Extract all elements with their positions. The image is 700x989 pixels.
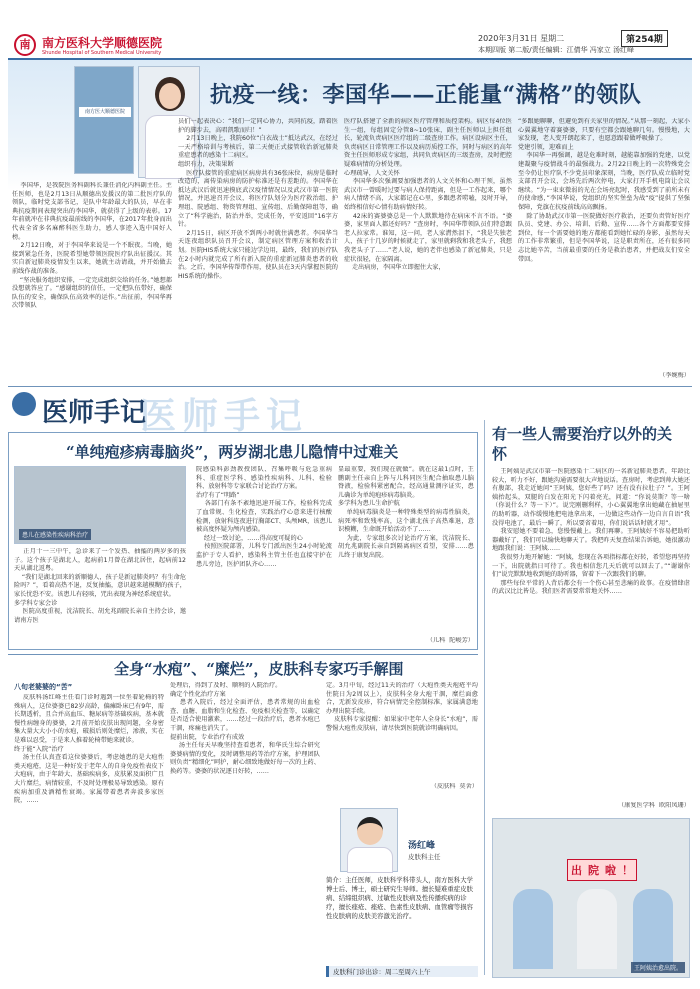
story3-headline: 有一些人需要治疗以外的关怀	[492, 425, 673, 463]
story4-col2: 处理后，得到了及时、顺利的入院治疗。 确定个性化治疗方案 患者入院后，经过全面评估，患者常规的出血检查、血糖、血脂和生化检查、免疫相关检查等，以确定是否适合使用激素，……经过一段治疗后，患者水疱已干涸，疼痛也消失了。 提前出院，专业治疗有成效 汤主任每天早晚坚持查看患者，和华氏生综合研究婆婆病情的变化，及时调整用药等治疗方案，护理团队则负责“精细化”呵护，耐心细致地做好每一次的上药、换药等。婆婆的状况逐日好转，……	[170, 682, 320, 775]
banner-char: 院	[588, 864, 599, 877]
column-divider	[484, 420, 485, 975]
story3-byline: （康复医学科 欧阳凤珊）	[618, 802, 690, 809]
story4-rule	[8, 654, 478, 655]
story3-photo	[492, 818, 690, 978]
story2-headline: “单纯疱疹病毒脑炎”，两岁湖北患儿隐情中过难关	[66, 443, 399, 461]
story2-col2: 院感染科彭劲教授团队、召集呼吸与危急重病科、重症医学科、感染性疾病科、儿科、检验科、放射科等专家联合讨论治疗方案。 治疗有了“明路” 各部门有条不紊地迅速开展工作，检验科完成了血常规、生化检查，实践治疗心意来进行核酸检测，放射科连夜进行胸部CT、头颅MR，该患儿被高度怀疑为颅内感染。 经过一致讨论，……得高度可疑的心 按照医院部署，儿科专门派出医生24小时轮流监护于专人看护，感染科主管主任也直接守护在患儿旁边，医护团队齐心……	[196, 466, 332, 568]
banner-char: 出	[571, 864, 582, 877]
story2-photo-caption: 患儿在感染性疾病科治疗	[19, 529, 91, 540]
paper-name: 南方医科大学顺德医院	[42, 36, 163, 50]
section-bg-title: 医师手记	[140, 395, 309, 437]
story3-body: 王阿姨是武汉市第一医院感染十二病区的一名新冠肺炎患者，年龄比较大，听力不好，跟她沟通需要很大声地说话。查房时，考虑到帅大她还有腹部，我走近她问“王阿姨，您好些了吗？还有没有拉肚子？”。王阿姨抬起头，双腿的白发在阳光下闪着亮光，问道：“你说莫斯？等一啥（你说什么？等一下）”。说完刚删利样，小心翼翼地拿出她藏在抽屉里的助听器，动作缓慢地把电池拿出来，一边做这些动作一边自言自语“我没得电池了，最后一瞬了，所以要省着用，你们说话话时就才用”。 我安慰她不要着急，您慢慢戴上。我们再聊。王阿姨好不容易把助听器戴好了，我们可以愉快地聊天了。我把昨天复查结果告诉她，她很激动地跟我们说：王阿姨…… 我很努力地开解她：“阿姨，您现在各项指标都在好转，希望您再坚持一下，出院就指日可待了。我也相信您几天后就可以回去了。”“谢谢你们”说完默默地收到她的助听器，留着下一次跟我们的聊。 那些每位平常的人背后都会有一个伤心甚至悲痛的故事。在疫情肆虐的武汉比比皆是。我们医者需要常常地关怀……	[492, 468, 690, 596]
banner-char: 啦	[605, 864, 616, 877]
paper-subtitle: Shunde Hospital of Southern Medical University	[42, 50, 162, 56]
story1-headline: 抗疫一线：李国华——正能量“满格”的领队	[210, 82, 642, 108]
story4-byline: （皮肤科 莫舍）	[430, 783, 478, 790]
edit-credits: 本期四版 第二版/责任编辑：江倩华 冯家立 汤红峰	[478, 46, 635, 54]
story2-photo	[14, 466, 186, 544]
story1-col3: 医疗队搭建了全新的病区医疗管理和质控架构。病区每4位医生一组，每组固定分管8~10张床，副主任医师以上担任组长，轮流负责病区医疗组的二级查房工作。病区设病区主任，负责病区日常管理工作以及病历质控工作，同时与病区的高年资主任医师形成专家组，共同负责病区的三级查房，及时把控疑难病情的分析处理。 心理疏导，人文关怀 李国华多次强调要加强患者的人文关怀和心理干预，虽然武汉市一曾暖时过要与病人保持距离，但是一工作起来，哪个病人情绪不高，大家都记在心里，多跟患者唠嗑，及时开导，始终相信好心情有助病情好转。 42床的赛婆婆总是一个人默默地待在病床不言不语。“婆婆，家里面人都还好吗？”查房时，李国华带领队员们特意跟老人拉家常。谁知，这一问，老人家潸然泪下，“我是失独老人，孩子十几岁的时候就走了，家里就剩我和我老头子，我想我老头子了……”老人说，她的老伴也感染了新冠肺炎，只是症状很轻，在家隔离。 走出病房，李国华立即握住大家，	[344, 118, 512, 272]
section-rule	[8, 386, 692, 387]
story1-byline: （李婉梅）	[659, 372, 690, 379]
story4-col1: 皮肤科汤红峰主任看门诊时遇到一位坐着轮椅的特殊病人，这位婆婆已82岁高龄，偏瘫卧床已有9年，需长期透析，且合并高血压、糖尿病等基础疾病，基本就慢性病缠身的婆婆，2月前开始皮肤出现问题，全身密集大量大大小小的水疱，破损后则处糜烂，渗液，实在是难以忍受，于是来人推着轮椅带她来就诊。 终于能“入院”治疗 汤主任认真查看这位婆婆后，考虑她患的是大疱性类天疱疮，这是一种好发于老年人的自身免疫性表皮下大疱病，由于年龄大、基础疾病多，皮肤累及面积广且大片糜烂，病情较重，不及时处理极易导致感染。原有疾病加重及酒精性衰竭。家属带着患者奔波多家医院，……	[14, 694, 164, 805]
doctor-title: 皮肤科主任	[408, 853, 441, 861]
story1-col4: “多跟她聊聊，但避免到有关家里的情况。”从那一刻起，大家小心翼翼地守着赛婆婆，只要有空都会跟她聊几句。慢慢地，大家发现，老人变开朗起来了，也愿意跟着做呼吸操了。 党建引领，迎难而上 李国华一再强调，越是危难时刻，越能靠加强的党建，以党建凝聚与疫情战斗的最强战力。2月22日晚上的一次特殊党会至今仍让医疗队不少党员印象深刻，当晚，医疗队成立临时党支部召开会议，会场先后两次停电，大家打开手机电筒让会议继续。“为一束束微弱的光在会场亮起时，我感受到了前所未有的使命感，”李国华说，党组织的坚实堡垒为战“疫”提供了坚强保障，党旗在抗疫前线高高飘扬。 除了协助武汉市第一医院做好医疗救治，还要负责管好医疗队员、党建、办公、培训、后勤、宣传……各个方面都要安排到位，每一个需要她的地方都能看到她忙碌的身影，虽然每天的工作非常繁重，但是李国华说，这是职责所在，还有很多同志比她辛苦，当前最重要的任务是救治患者，并把战友们安全带回。	[518, 118, 690, 263]
story1-col2: 员们一起表决心：“我们一定同心协力，共同抗疫，踏着医护的脚步去，高唱凯歌而归！” 2月13日晚上，我院60位“白衣战士”抵达武汉，在经过一天严格培训与考核后，第二天便正式接管收治新冠肺炎重症患者的感染十二病区。 组织有力，决策果断 医疗队接管的重症病区病房共有36张床位，病房是临时改造的，离传染病房的防护标准还是有差距的。李国华在抵达武汉后就迅速摸底武汉疫情情况以及武汉市第一医院情况，并迅速召开会议，将医疗队划分为医疗救治组、护理组、院感组、物资管理组、宣传组、后勤保障组等，确立了“科学施治，防治并举，完成任务，平安返回”16字方针。 2月15日，病区开放不到两小时就住满患者。李国华当天连夜组织队员召开会议，制定病区管理方案和收治计划。医院HIS系统大家只能边学边用，最终，我们的医疗队在2小时内就完成了所有新入院的重症新冠肺炎患者的收治。之后，李国华传帮带作用，使队员在3天内掌握医院的HIS系统的操作。	[178, 118, 338, 280]
story4-col3: 定。3月中旬，经过11天的治疗（大疱性类天疱疮平均住院日为2周以上），皮肤科全身大疱干涸，糜烂面愈合，无新发皮疹，符合病情完全控制标准，家属满意地办理出院手续。 皮肤科专家提醒：如果家中老年人全身长“水疱”，需警惕大疱性皮肤病，请尽快到医院就诊明确病因。	[326, 682, 478, 732]
story2-col3: 显最重要，我们现在就做”。就在这最1点时，王鹏副主任亲自上阵与儿科同医生配合抽取患儿脑脊液，检验科紧密配合，经高通量测序证实，患儿确诊为单纯疱疹病毒脑炎。 多学科为患儿生命护航 单纯病毒脑炎是一种特殊类型的病毒性脑炎，病死率和致残率高，这个湖北孩子高热难退，意识模糊，生命既开始活动不了…… 为此，专家组多次讨论治疗方案，沈洁院长、胡允兆副院长亲自到隔离病区看望，安排……患儿终于康复出院。	[338, 466, 474, 559]
clinic-hours: 皮肤科门诊出诊：周二至周六上午	[326, 966, 478, 977]
story1-col1: 李国华，是我院医务科副科长兼任消化内科副主任。主任医师，也是2月13日从顺德出发援汉的第二批医疗队的领队，临时党支部书记，是队中年龄最大的队员，早在非典抗疫期间表现突出的李国华，就获得了上级的表彰。17年前就冲在非典抗疫最前线的李国华，在2017年批身而出代表全省多名麻醉科医生助力，感人事迹入选中国好人榜。 2月12日晚，对于李国华来说是一个不眠夜。当晚，她接到紧急任务，医院希望她带领医院医疗队出征援汉。其实自新冠肺炎疫情发生以来，她就主动请战，并开始做去前线作战的准备。 “坚决服务组织安排，一定完成组织交给的任务。”她想都没想就答应了。“感谢组织的信任，一定把队伍带好，确保队伍的安全，确保队伍高效率的运作。”出征前，李国华再次带领队	[12, 182, 172, 310]
story3-photo-caption: 王阿姨治愈出院。	[631, 962, 685, 973]
issue-date: 2020年3月31日 星期二	[478, 34, 565, 43]
doctor-photo	[340, 808, 398, 872]
story2-col1: 正月十一三中午，急诊来了一个发热、抽搐的两岁多的孩子。这个孩子是湖北人，起病前1月曾在湖北居住，起病前12天从湖北返粤。 “我们是湖北回来的新顺德人，孩子是新冠肺炎吗？有生命危险吗？”，看着高热不退，反复抽搐，意识越来越模糊的孩子，家长忧恐不安。该患儿有轻咳，咒出表现为神经系统症状。 多学科专家会诊 医院高度重视，沈洁院长、胡允兆副院长亲自主持会诊，邀请南方医	[14, 548, 186, 624]
section-title: 医师手记	[42, 398, 147, 428]
story4-headline: 全身“水疱”、“糜烂”，皮肤科专家巧手解围	[114, 660, 404, 678]
story1-badge: 南方医大顺德医院	[79, 107, 131, 117]
doctor-name: 汤红峰	[408, 841, 436, 851]
doctor-bio: 简介：主任医师，皮肤科学科带头人，南方医科大学博士后、博士，硕士研究生导师。擅长疑难重症皮肤病、结缔组织病、过敏性皮肤病及性传播疾病的诊疗，擅长痤疮、痤疮、色素性皮肤病、血管瘤等损容性皮肤病的皮肤美容激光治疗。	[326, 876, 473, 920]
section-icon	[12, 392, 36, 416]
banner-char: ！	[622, 864, 633, 877]
issue-number: 第254期	[621, 30, 668, 47]
story1-photo-ppe	[74, 66, 134, 174]
story4-subhead: 八旬老婆婆的“苦”	[14, 683, 73, 691]
discharge-banner	[567, 859, 637, 881]
hospital-logo: 南	[14, 34, 36, 56]
story2-byline: （儿科 陀峻芳）	[426, 637, 474, 644]
